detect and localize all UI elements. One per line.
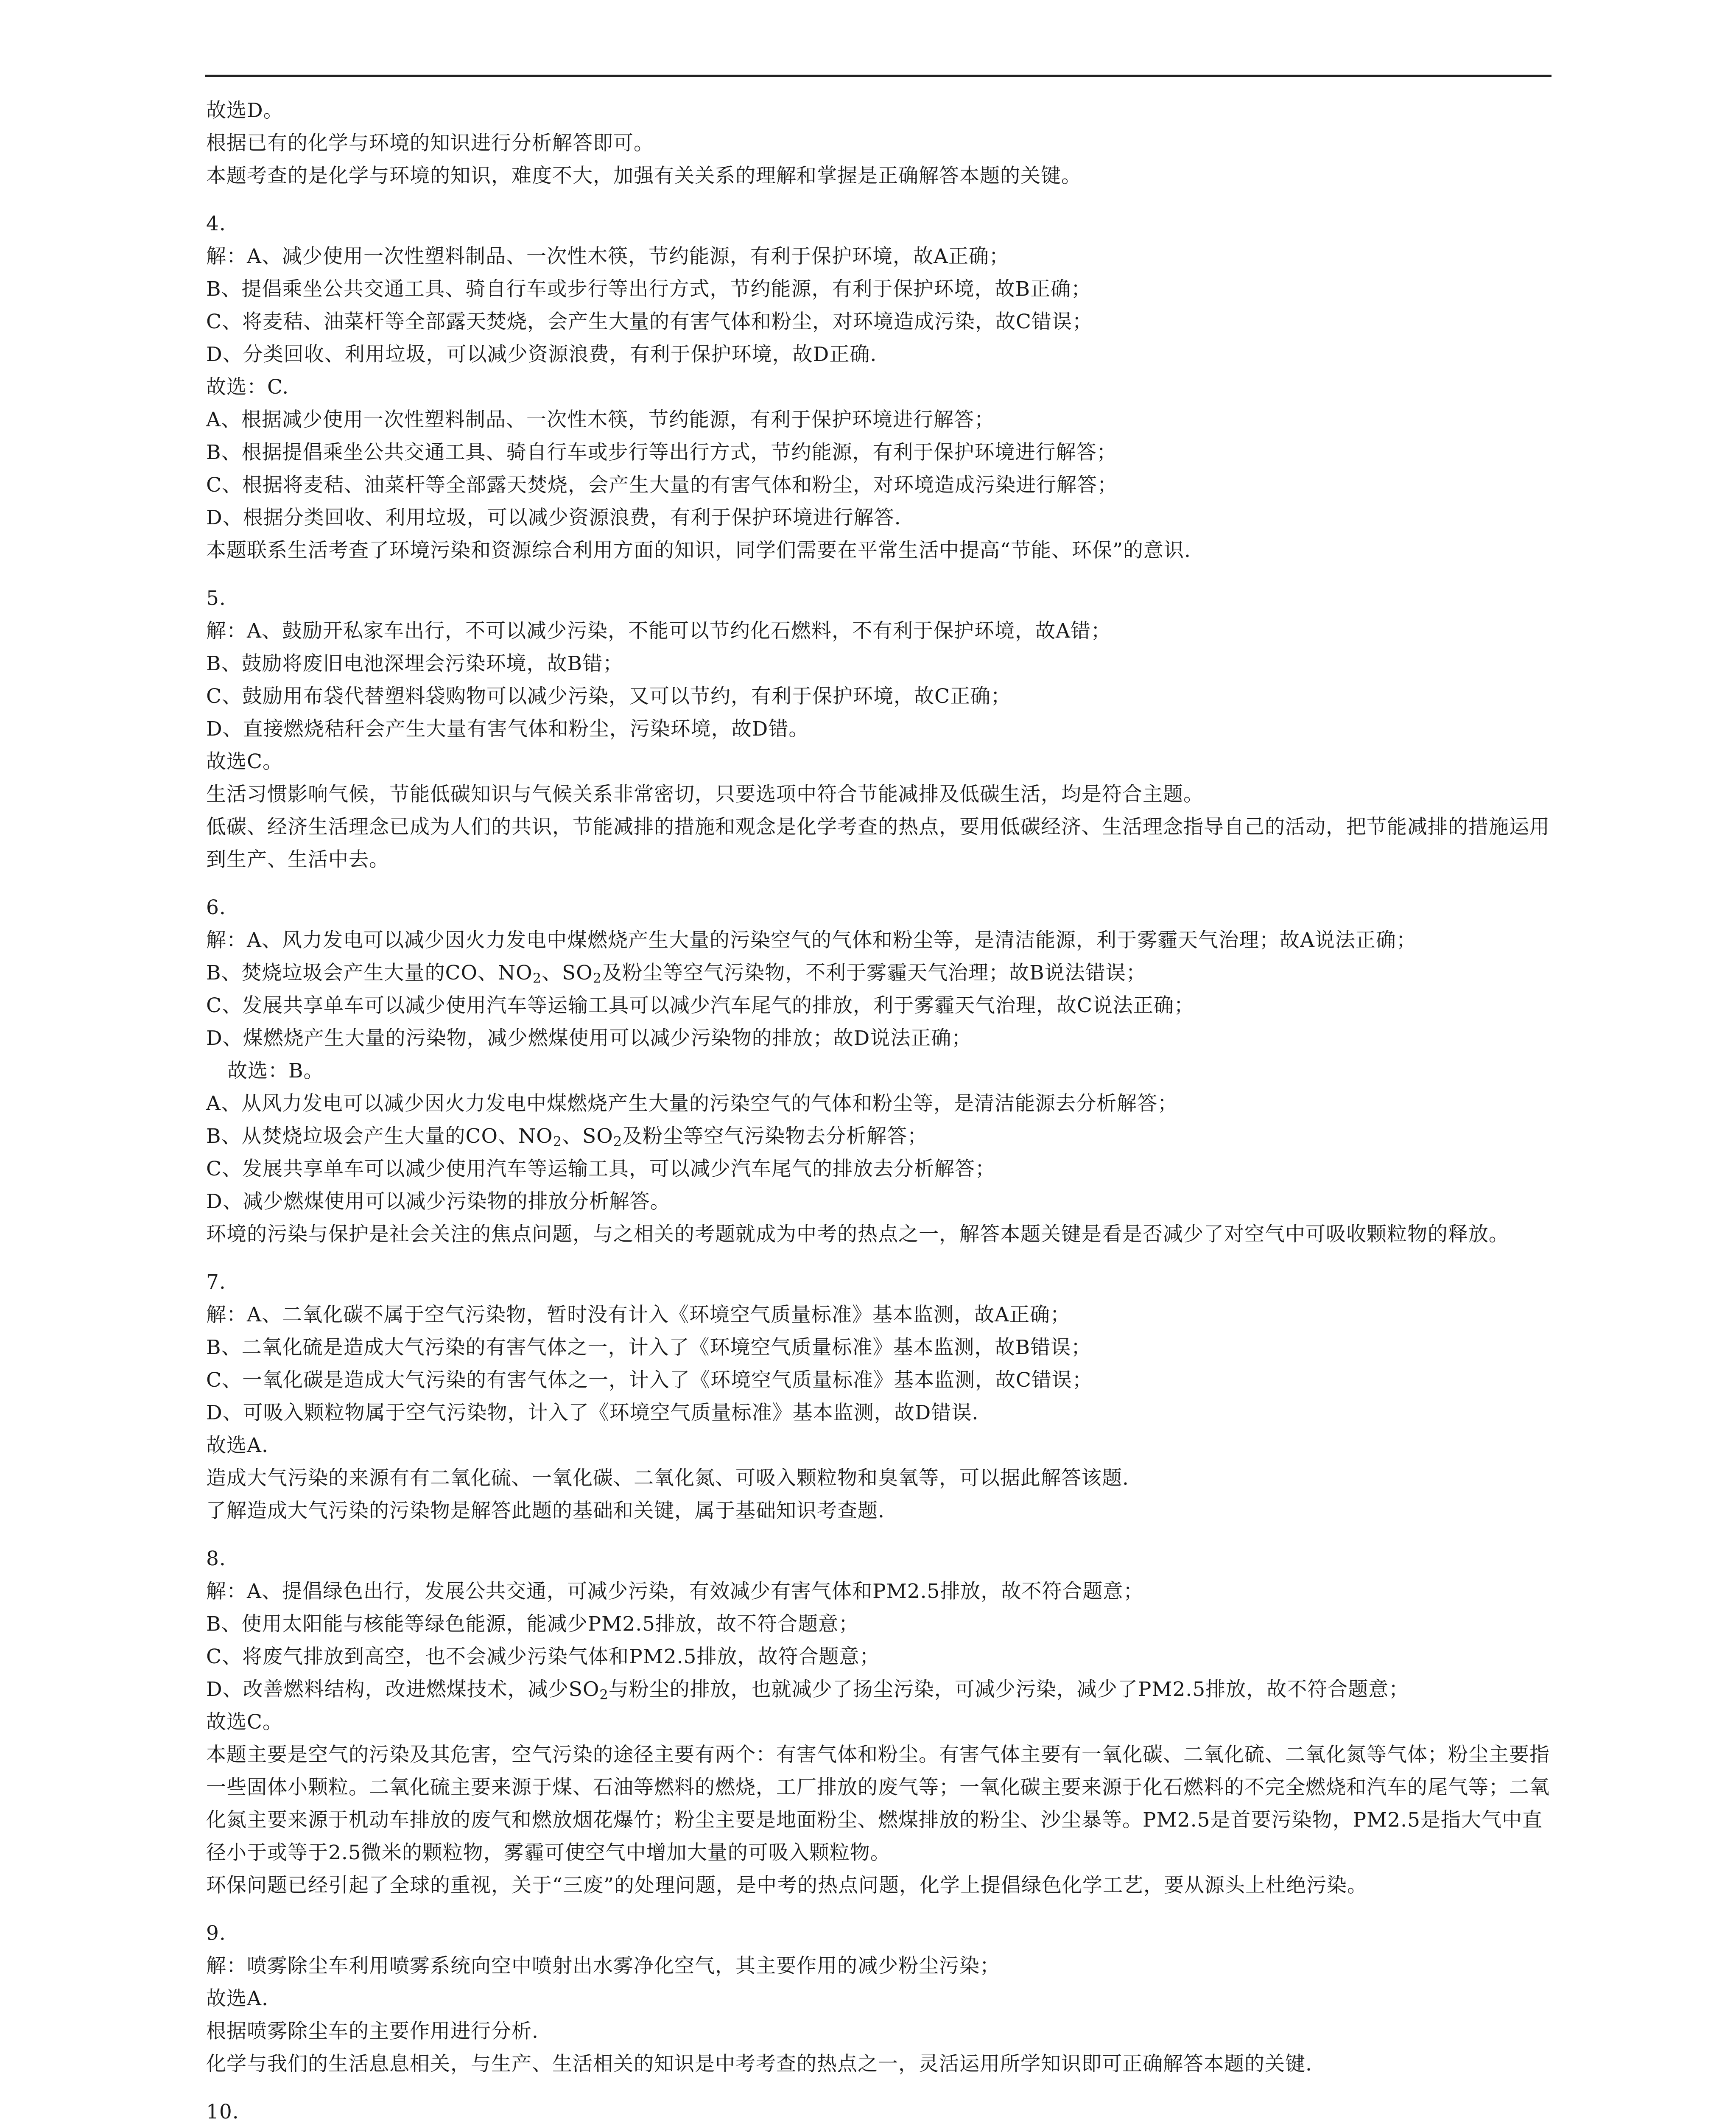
text-line: 解：A、提倡绿色出行，发展公共交通，可减少污染，有效减少有害气体和PM2.5排放，故不符合题意； [206, 1580, 1144, 1603]
subscript: 2 [553, 1133, 562, 1150]
text-line: A、根据减少使用一次性塑料制品、一次性木筷，节约能源，有利于保护环境进行解答； [206, 408, 995, 431]
text-line: D、减少燃煤使用可以减少污染物的排放分析解答。 [206, 1190, 671, 1213]
text-line: B、鼓励将废旧电池深埋会污染环境，故B错； [206, 652, 623, 675]
text-line: 了解造成大气污染的污染物是解答此题的基础和关键，属于基础知识考查题. [206, 1499, 885, 1522]
subscript: 2 [599, 1687, 609, 1703]
text-line: D、可吸入颗粒物属于空气污染物，计入了《环境空气质量标准》基本监测，故D错误. [206, 1401, 979, 1424]
text-line: C、将麦秸、油菜杆等全部露天焚烧，会产生大量的有害气体和粉尘，对环境造成污染，故C错误； [206, 310, 1093, 333]
subscript: 2 [613, 1133, 623, 1150]
section-q9 [206, 1917, 1551, 2080]
text-line: C、将废气排放到高空，也不会减少污染气体和PM2.5排放，故符合题意； [206, 1645, 880, 1668]
text-line-with-formula [206, 957, 1551, 989]
question-number: 5. [206, 587, 226, 610]
text-segment: 与粉尘的排放，也就减少了扬尘污染，可减少污染，减少了PM2.5排放，故不符合题意； [608, 1678, 1409, 1701]
text-line: 解：A、风力发电可以减少因火力发电中煤燃烧产生大量的污染空气的气体和粉尘等，是清洁能源，利于雾霾天气治理；故A说法正确； [206, 929, 1417, 952]
text-line: 生活习惯影响气候，节能低碳知识与气候关系非常密切，只要选项中符合节能减排及低碳生活，均是符合主题。 [206, 783, 1204, 806]
text-line: C、根据将麦秸、油菜杆等全部露天焚烧，会产生大量的有害气体和粉尘，对环境造成污染进行解答； [206, 473, 1118, 497]
subscript: 2 [532, 970, 542, 986]
question-number: 4. [206, 212, 226, 235]
subscript: 2 [593, 970, 602, 986]
question-number: 7. [206, 1270, 226, 1294]
question-number: 10. [206, 2100, 239, 2121]
text-line: 解：喷雾除尘车利用喷雾系统向空中喷射出水雾净化空气，其主要作用的减少粉尘污染； [206, 1954, 1000, 1978]
text-line: 本题联系生活考查了环境污染和资源综合利用方面的知识，同学们需要在平常生活中提高“节能、环保”的意识. [206, 539, 1191, 562]
text-line: B、根据提倡乘坐公共交通工具、骑自行车或步行等出行方式，节约能源，有利于保护环境进行解答； [206, 441, 1117, 464]
text-line: C、鼓励用布袋代替塑料袋购物可以减少污染，又可以节约，有利于保护环境，故C正确； [206, 685, 1011, 708]
section-q10 [206, 2096, 1551, 2121]
text-line: D、根据分类回收、利用垃圾，可以减少资源浪费，有利于保护环境进行解答. [206, 506, 901, 529]
text-paragraph: 本题主要是空气的污染及其危害，空气污染的途径主要有两个：有害气体和粉尘。有害气体主要有一氧化碳、二氧化硫、二氧化氮等气体；粉尘主要指一些固体小颗粒。二氧化硫主要来源于煤、石油等燃料的燃烧，工厂排放的废气等；一氧化碳主要来源于化石燃料的不完全燃烧和汽车的尾气等；二氧化氮主要来源于机动车排放的废气和燃放烟花爆竹；粉尘主要是地面粉尘、燃煤排放的粉尘、沙尘暴等。PM2.5是首要污染物，PM2.5是指大气中直径小于或等于2.5微米的颗粒物，雾霾可使空气中增加大量的可吸入颗粒物。 [206, 1743, 1550, 1864]
text-line: 化学与我们的生活息息相关，与生产、生活相关的知识是中考考查的热点之一，灵活运用所学知识即可正确解答本题的关键. [206, 2052, 1312, 2076]
text-segment: B、从焚烧垃圾会产生大量的CO、NO [206, 1125, 553, 1148]
text-line-with-formula [206, 1673, 1551, 1706]
text-line: 故选：C. [206, 375, 289, 399]
answer-content [206, 94, 1551, 2121]
text-line: D、直接燃烧秸秆会产生大量有害气体和粉尘，污染环境，故D错。 [206, 717, 809, 741]
text-line: B、二氧化硫是造成大气污染的有害气体之一，计入了《环境空气质量标准》基本监测，故B错误； [206, 1336, 1092, 1359]
section-q7 [206, 1266, 1551, 1527]
text-segment: 、SO [542, 961, 593, 985]
text-line: 根据喷雾除尘车的主要作用进行分析. [206, 2020, 539, 2043]
text-line: 本题考查的是化学与环境的知识，难度不大，加强有关关系的理解和掌握是正确解答本题的关键。 [206, 164, 1082, 187]
text-line: 低碳、经济生活理念已成为人们的共识，节能减排的措施和观念是化学考查的热点，要用低碳经济、生活理念指导自己的活动，把节能减排的措施运用到生产、生活中去。 [206, 815, 1550, 871]
header-rule [205, 75, 1551, 77]
text-line: 解：A、减少使用一次性塑料制品、一次性木筷，节约能源，有利于保护环境，故A正确； [206, 245, 1009, 268]
section-q4 [206, 207, 1551, 567]
text-segment: 及粉尘等空气污染物去分析解答； [622, 1125, 928, 1148]
text-line: B、提倡乘坐公共交通工具、骑自行车或步行等出行方式，节约能源，有利于保护环境，故B正确； [206, 277, 1092, 301]
text-segment: D、改善燃料结构，改进燃煤技术，减少SO [206, 1678, 600, 1701]
text-line: 解：A、二氧化碳不属于空气污染物，暂时没有计入《环境空气质量标准》基本监测，故A正确； [206, 1303, 1071, 1326]
section-q8 [206, 1542, 1551, 1902]
text-line: 故选C。 [206, 1710, 283, 1734]
text-line: 根据已有的化学与环境的知识进行分析解答即可。 [206, 132, 654, 155]
text-line: D、分类回收、利用垃圾，可以减少资源浪费，有利于保护环境，故D正确. [206, 343, 877, 366]
text-line: C、发展共享单车可以减少使用汽车等运输工具可以减少汽车尾气的排放，利于雾霾天气治理，故C说法正确； [206, 994, 1194, 1017]
text-line: C、一氧化碳是造成大气污染的有害气体之一，计入了《环境空气质量标准》基本监测，故C错误； [206, 1368, 1093, 1392]
text-line: 故选A. [206, 1987, 268, 2010]
text-line: 解：A、鼓励开私家车出行，不可以减少污染，不能可以节约化石燃料，不有利于保护环境，故A错； [206, 619, 1111, 643]
text-segment: B、焚烧垃圾会产生大量的CO、NO [206, 961, 533, 985]
text-line: A、从风力发电可以减少因火力发电中煤燃烧产生大量的污染空气的气体和粉尘等，是清洁能源去分析解答； [206, 1092, 1178, 1115]
section-q3-tail [206, 94, 1551, 192]
section-q5 [206, 582, 1551, 876]
text-segment: 、SO [562, 1125, 613, 1148]
text-line-with-formula [206, 1120, 1551, 1153]
text-line: B、使用太阳能与核能等绿色能源，能减少PM2.5排放，故不符合题意； [206, 1612, 859, 1636]
text-line: D、煤燃烧产生大量的污染物，减少燃煤使用可以减少污染物的排放；故D说法正确； [206, 1027, 972, 1050]
text-line: 故选A. [206, 1434, 268, 1457]
section-q6 [206, 891, 1551, 1251]
text-line: C、发展共享单车可以减少使用汽车等运输工具，可以减少汽车尾气的排放去分析解答； [206, 1157, 995, 1181]
text-line: 故选D。 [206, 99, 284, 122]
text-line: 环境的污染与保护是社会关注的焦点问题，与之相关的考题就成为中考的热点之一，解答本题关键是看是否减少了对空气中可吸收颗粒物的释放。 [206, 1223, 1509, 1246]
question-number: 8. [206, 1547, 226, 1570]
text-line: 造成大气污染的来源有有二氧化硫、一氧化碳、二氧化氮、可吸入颗粒物和臭氧等，可以据此解答该题. [206, 1466, 1129, 1490]
text-segment: 及粉尘等空气污染物，不利于雾霾天气治理；故B说法错误； [602, 961, 1146, 985]
question-number: 6. [206, 896, 226, 919]
text-line: 故选C。 [206, 750, 283, 773]
text-line: 环保问题已经引起了全球的重视，关于“三废”的处理问题，是中考的热点问题，化学上提倡绿色化学工艺，要从源头上杜绝污染。 [206, 1874, 1368, 1897]
text-line: 故选：B。 [227, 1059, 324, 1083]
question-number: 9. [206, 1922, 226, 1945]
